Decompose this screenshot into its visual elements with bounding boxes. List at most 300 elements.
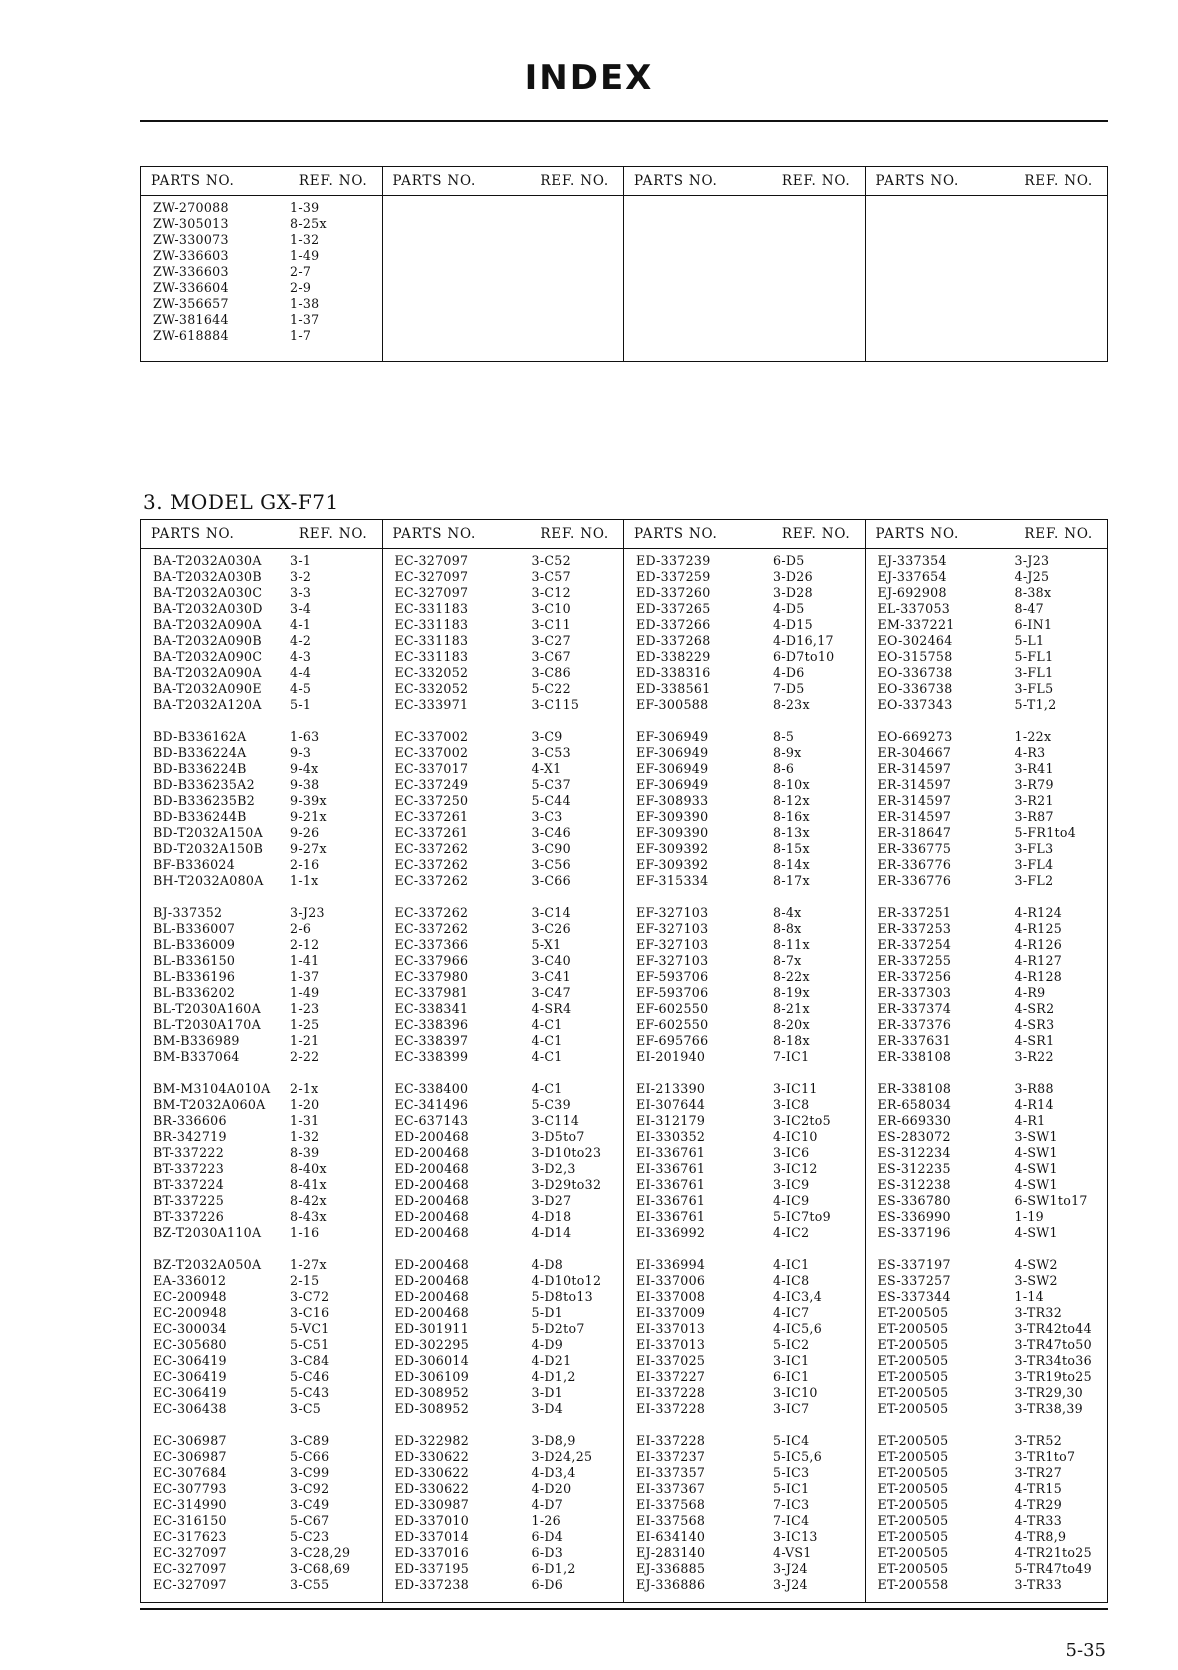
ref-no: 4-SW1 — [1014, 1225, 1058, 1240]
parts-no: BD-B336224B — [153, 761, 247, 776]
table-row — [141, 569, 382, 585]
ref-no: 1-49 — [290, 985, 320, 1000]
ref-no: 8-11x — [773, 937, 810, 952]
table-row — [383, 953, 624, 969]
parts-no: EC-341496 — [394, 1097, 469, 1112]
column-header — [383, 167, 624, 196]
parts-no: ET-200505 — [877, 1337, 949, 1352]
table-row — [866, 793, 1108, 809]
ref-no: 3-C92 — [290, 1481, 330, 1496]
table-row — [624, 953, 865, 969]
parts-no: ER-314597 — [877, 793, 952, 808]
table-row — [624, 1321, 865, 1337]
parts-no: EF-306949 — [636, 761, 709, 776]
parts-no: EC-200948 — [153, 1305, 227, 1320]
parts-no: EC-337262 — [394, 873, 469, 888]
ref-no: 3-C9 — [531, 729, 563, 744]
ref-no: 4-R1 — [1014, 1113, 1046, 1128]
parts-no: BL-B336202 — [153, 985, 236, 1000]
ref-no: 2-9 — [290, 280, 312, 295]
ref-no: 1-21 — [290, 1033, 320, 1048]
table-row — [141, 1129, 382, 1145]
parts-no: EI-337228 — [636, 1433, 706, 1448]
parts-no: ED-338229 — [636, 649, 711, 664]
parts-no: EJ-337654 — [877, 569, 947, 584]
table-row — [624, 1289, 865, 1305]
ref-no: 8-9x — [773, 745, 802, 760]
parts-no: BM-B336989 — [153, 1033, 240, 1048]
table-row — [383, 1513, 624, 1529]
table-row — [624, 841, 865, 857]
parts-no: ED-302295 — [394, 1337, 470, 1352]
table-row — [866, 697, 1108, 713]
parts-no: ET-200505 — [877, 1385, 949, 1400]
parts-no: ZW-381644 — [153, 312, 229, 327]
parts-no: EI-337568 — [636, 1513, 706, 1528]
table-row — [624, 569, 865, 585]
table-row — [866, 905, 1108, 921]
table-row — [141, 841, 382, 857]
ref-no: 1-1x — [290, 873, 319, 888]
table-row — [383, 569, 624, 585]
parts-no: EC-307684 — [153, 1465, 227, 1480]
ref-no: 8-43x — [290, 1209, 327, 1224]
parts-no: EI-337008 — [636, 1289, 706, 1304]
table-row — [866, 1033, 1108, 1049]
ref-no: 3-IC9 — [773, 1177, 810, 1192]
ref-no: 4-1 — [290, 617, 312, 632]
table-row — [141, 985, 382, 1001]
table-row — [383, 1145, 624, 1161]
ref-no: 3-C40 — [531, 953, 571, 968]
ref-no: 5-D1 — [531, 1305, 564, 1320]
ref-no: 4-SR1 — [1014, 1033, 1055, 1048]
parts-no: ED-200468 — [394, 1289, 470, 1304]
parts-no: BD-B336162A — [153, 729, 247, 744]
ref-no: 5-TR47to49 — [1014, 1561, 1092, 1576]
table-row — [866, 681, 1108, 697]
group-spacer — [383, 1417, 624, 1433]
parts-no: BT-337226 — [153, 1209, 225, 1224]
ref-no: 1-27x — [290, 1257, 327, 1272]
ref-no: 4-R126 — [1014, 937, 1063, 952]
ref-no: 5-FR1to4 — [1014, 825, 1077, 840]
group-spacer — [141, 1241, 382, 1257]
parts-no: BA-T2032A090A — [153, 617, 262, 632]
table-row — [624, 1401, 865, 1417]
parts-no: EF-327103 — [636, 953, 709, 968]
ref-no: 6-IN1 — [1014, 617, 1053, 632]
table-row — [383, 1529, 624, 1545]
ref-no: 3-D4 — [531, 1401, 564, 1416]
parts-no: EC-200948 — [153, 1289, 227, 1304]
table-row — [383, 1577, 624, 1593]
parts-no: ED-337238 — [394, 1577, 470, 1592]
ref-no: 4-IC10 — [773, 1129, 818, 1144]
parts-no: ZW-270088 — [153, 200, 229, 215]
ref-no: 3-J23 — [290, 905, 325, 920]
table-row — [624, 1513, 865, 1529]
table-row — [866, 1337, 1108, 1353]
parts-no-header: PARTS NO. — [634, 526, 718, 542]
ref-no: 6-D5 — [773, 553, 805, 568]
parts-no: ED-337260 — [636, 585, 711, 600]
table-row — [866, 1513, 1108, 1529]
table-row — [141, 280, 382, 296]
ref-no: 3-SW1 — [1014, 1129, 1058, 1144]
parts-no: BA-T2032A030C — [153, 585, 263, 600]
table-row — [866, 649, 1108, 665]
table-row — [866, 553, 1108, 569]
ref-no: 4-D10to12 — [531, 1273, 602, 1288]
parts-no: ET-200505 — [877, 1513, 949, 1528]
parts-no: EC-637143 — [394, 1113, 469, 1128]
group-spacer — [624, 889, 865, 905]
table-row — [141, 681, 382, 697]
table-row — [624, 1369, 865, 1385]
ref-no: 8-14x — [773, 857, 810, 872]
ref-no: 7-D5 — [773, 681, 805, 696]
parts-no: EC-337002 — [394, 729, 469, 744]
ref-no: 4-VS1 — [773, 1545, 812, 1560]
table-row — [141, 553, 382, 569]
parts-no: ED-330622 — [394, 1465, 470, 1480]
parts-no: ED-200468 — [394, 1129, 470, 1144]
parts-no: EI-337013 — [636, 1321, 706, 1336]
ref-no: 4-D18 — [531, 1209, 572, 1224]
ref-no: 3-FL1 — [1014, 665, 1054, 680]
table-row — [383, 745, 624, 761]
ref-no: 4-SW1 — [1014, 1161, 1058, 1176]
page-title: INDEX — [524, 58, 654, 98]
ref-no: 8-42x — [290, 1193, 327, 1208]
parts-no: ZW-336604 — [153, 280, 229, 295]
parts-no: ER-658034 — [877, 1097, 952, 1112]
table-row — [141, 633, 382, 649]
ref-no: 1-63 — [290, 729, 320, 744]
table-row — [624, 1385, 865, 1401]
parts-no: BL-T2030A160A — [153, 1001, 262, 1016]
table-row — [866, 1225, 1108, 1241]
ref-no: 9-4x — [290, 761, 319, 776]
table-row — [866, 857, 1108, 873]
ref-no-header: REF. NO. — [1024, 173, 1093, 189]
ref-no: 3-IC2to5 — [773, 1113, 831, 1128]
parts-no: ES-337196 — [877, 1225, 951, 1240]
parts-no: BT-337224 — [153, 1177, 225, 1192]
table-row — [866, 1145, 1108, 1161]
table-row — [866, 1545, 1108, 1561]
parts-no: BL-B336007 — [153, 921, 236, 936]
group-spacer — [141, 1417, 382, 1433]
table-row — [624, 873, 865, 889]
ref-no: 3-TR19to25 — [1014, 1369, 1092, 1384]
table-row — [383, 1177, 624, 1193]
ref-no: 6-D6 — [531, 1577, 564, 1592]
parts-no: EC-337980 — [394, 969, 469, 984]
table-row — [866, 1081, 1108, 1097]
ref-no: 3-J23 — [1014, 553, 1050, 568]
parts-no: ET-200505 — [877, 1449, 949, 1464]
table-row — [624, 1529, 865, 1545]
parts-no: EF-695766 — [636, 1033, 709, 1048]
table-row — [624, 681, 865, 697]
ref-no: 5-IC4 — [773, 1433, 810, 1448]
parts-no: EC-337017 — [394, 761, 469, 776]
ref-no: 8-7x — [773, 953, 802, 968]
table-row — [624, 1097, 865, 1113]
table-row — [383, 1561, 624, 1577]
column-header — [624, 167, 865, 196]
ref-no-header: REF. NO. — [298, 526, 368, 542]
parts-no: EC-337262 — [394, 857, 469, 872]
parts-no: ES-336780 — [877, 1193, 951, 1208]
parts-no-header: PARTS NO. — [151, 526, 235, 542]
parts-no: EC-337250 — [394, 793, 469, 808]
table-row — [141, 1401, 382, 1417]
table-row — [141, 1497, 382, 1513]
table-row — [624, 1225, 865, 1241]
table-row — [141, 1433, 382, 1449]
parts-no: ET-200505 — [877, 1305, 949, 1320]
table-row — [624, 601, 865, 617]
parts-no: ED-330987 — [394, 1497, 470, 1512]
parts-no: EF-306949 — [636, 729, 709, 744]
table-row — [383, 1465, 624, 1481]
ref-no: 5-C39 — [531, 1097, 571, 1112]
table-row — [624, 729, 865, 745]
parts-no: ET-200505 — [877, 1497, 949, 1512]
ref-no: 1-39 — [290, 200, 320, 215]
parts-no: ED-322982 — [394, 1433, 470, 1448]
table-row — [141, 969, 382, 985]
ref-no: 3-C99 — [290, 1465, 330, 1480]
ref-no: 3-D2,3 — [531, 1161, 576, 1176]
ref-no: 1-14 — [1014, 1289, 1044, 1304]
ref-no: 4-SR3 — [1014, 1017, 1055, 1032]
parts-no: ED-338316 — [636, 665, 711, 680]
ref-no: 4-5 — [290, 681, 312, 696]
parts-no: ED-200468 — [394, 1161, 470, 1176]
parts-no: EC-314990 — [153, 1497, 227, 1512]
ref-no: 9-21x — [290, 809, 327, 824]
ref-no: 4-R9 — [1014, 985, 1046, 1000]
ref-no: 6-D4 — [531, 1529, 564, 1544]
column-header — [141, 520, 382, 549]
parts-no: ER-304667 — [877, 745, 952, 760]
ref-no: 5-C37 — [531, 777, 571, 792]
parts-no: BH-T2032A080A — [153, 873, 264, 888]
table-row — [624, 825, 865, 841]
ref-no: 1-31 — [290, 1113, 320, 1128]
index-column — [141, 520, 383, 1602]
parts-no: ZW-336603 — [153, 264, 229, 279]
ref-no: 4-D20 — [531, 1481, 572, 1496]
table-row — [866, 969, 1108, 985]
parts-no: BL-B336196 — [153, 969, 236, 984]
table-row — [383, 857, 624, 873]
parts-no: EC-338399 — [394, 1049, 469, 1064]
table-row — [866, 777, 1108, 793]
ref-no: 3-R22 — [1014, 1049, 1054, 1064]
table-row — [866, 761, 1108, 777]
parts-no: ZW-336603 — [153, 248, 229, 263]
table-row — [141, 1385, 382, 1401]
table-row — [866, 665, 1108, 681]
table-row — [866, 569, 1108, 585]
ref-no: 3-R87 — [1014, 809, 1054, 824]
table-row — [866, 873, 1108, 889]
ref-no: 3-C66 — [531, 873, 571, 888]
table-row — [624, 1081, 865, 1097]
column-header — [383, 520, 624, 549]
parts-no: BZ-T2032A050A — [153, 1257, 262, 1272]
table-row — [141, 296, 382, 312]
parts-no: EI-336992 — [636, 1225, 706, 1240]
ref-no: 3-C10 — [531, 601, 571, 616]
ref-no: 3-IC12 — [773, 1161, 818, 1176]
ref-no: 6-D3 — [531, 1545, 564, 1560]
parts-no: EF-327103 — [636, 937, 709, 952]
table-row — [383, 1209, 624, 1225]
index-table-zw — [140, 166, 1108, 362]
table-row — [141, 1321, 382, 1337]
parts-no: ED-200468 — [394, 1177, 470, 1192]
table-row — [383, 617, 624, 633]
ref-no: 5-IC1 — [773, 1481, 810, 1496]
table-row — [141, 745, 382, 761]
table-row — [383, 1049, 624, 1065]
ref-no: 5-D2to7 — [531, 1321, 585, 1336]
ref-no: 3-3 — [290, 585, 312, 600]
parts-no: EC-337002 — [394, 745, 469, 760]
parts-no: ET-200505 — [877, 1401, 949, 1416]
table-row — [141, 793, 382, 809]
ref-no: 3-IC8 — [773, 1097, 810, 1112]
parts-no: EC-306987 — [153, 1433, 227, 1448]
parts-no: ER-337303 — [877, 985, 952, 1000]
parts-no: EI-336994 — [636, 1257, 706, 1272]
group-spacer — [383, 713, 624, 729]
parts-no: ER-337254 — [877, 937, 952, 952]
parts-no: ES-312238 — [877, 1177, 951, 1192]
table-row — [141, 585, 382, 601]
table-row — [624, 1577, 865, 1593]
table-row — [141, 216, 382, 232]
ref-no: 2-15 — [290, 1273, 320, 1288]
parts-no: EC-306419 — [153, 1353, 227, 1368]
parts-no: EC-306419 — [153, 1369, 227, 1384]
parts-no: ET-200505 — [877, 1465, 949, 1480]
table-row — [624, 857, 865, 873]
parts-no: ED-200468 — [394, 1225, 470, 1240]
ref-no: 3-R21 — [1014, 793, 1054, 808]
table-row — [383, 1449, 624, 1465]
table-row — [141, 665, 382, 681]
ref-no: 8-12x — [773, 793, 810, 808]
ref-no: 8-17x — [773, 873, 810, 888]
ref-no: 4-3 — [290, 649, 312, 664]
parts-no: EI-201940 — [636, 1049, 706, 1064]
ref-no: 1-49 — [290, 248, 320, 263]
table-row — [383, 1385, 624, 1401]
parts-no: EC-333971 — [394, 697, 469, 712]
ref-no: 9-3 — [290, 745, 312, 760]
ref-no: 3-C57 — [531, 569, 571, 584]
parts-no: ER-337255 — [877, 953, 952, 968]
parts-no: EC-306419 — [153, 1385, 227, 1400]
parts-no: BA-T2032A030B — [153, 569, 262, 584]
ref-no: 5-C67 — [290, 1513, 330, 1528]
table-row — [383, 1097, 624, 1113]
table-row — [141, 1465, 382, 1481]
ref-no: 3-J24 — [773, 1561, 808, 1576]
ref-no: 5-C22 — [531, 681, 571, 696]
parts-no-header: PARTS NO. — [392, 526, 477, 542]
parts-no: EF-309392 — [636, 841, 709, 856]
index-column — [624, 167, 866, 361]
parts-no: EF-593706 — [636, 985, 709, 1000]
table-row — [141, 905, 382, 921]
table-row — [141, 1481, 382, 1497]
table-row — [383, 1305, 624, 1321]
parts-no: EC-337366 — [394, 937, 469, 952]
table-row — [624, 1257, 865, 1273]
parts-no: ED-308952 — [394, 1401, 470, 1416]
parts-no: EC-327097 — [153, 1561, 227, 1576]
table-row — [383, 873, 624, 889]
ref-no: 5-VC1 — [290, 1321, 330, 1336]
table-row — [141, 1001, 382, 1017]
parts-no: ER-337376 — [877, 1017, 952, 1032]
table-row — [624, 1177, 865, 1193]
table-row — [624, 1129, 865, 1145]
table-row — [383, 921, 624, 937]
ref-no: 8-8x — [773, 921, 802, 936]
table-row — [141, 697, 382, 713]
ref-no: 1-25 — [290, 1017, 320, 1032]
table-row — [141, 1545, 382, 1561]
table-row — [141, 649, 382, 665]
bottom-rule — [140, 1608, 1108, 1610]
ref-no: 2-1x — [290, 1081, 319, 1096]
ref-no: 4-C1 — [531, 1049, 563, 1064]
parts-no: EC-331183 — [394, 601, 469, 616]
table-row — [383, 649, 624, 665]
ref-no: 3-C72 — [290, 1289, 330, 1304]
ref-no: 4-SR2 — [1014, 1001, 1055, 1016]
ref-no: 4-D6 — [773, 665, 805, 680]
table-row — [624, 793, 865, 809]
ref-no: 3-TR52 — [1014, 1433, 1063, 1448]
table-row — [383, 1129, 624, 1145]
ref-no: 9-26 — [290, 825, 320, 840]
ref-no: 5-T1,2 — [1014, 697, 1057, 712]
table-row — [866, 921, 1108, 937]
parts-no: EJ-283140 — [636, 1545, 706, 1560]
table-row — [383, 761, 624, 777]
table-row — [866, 1273, 1108, 1289]
table-row — [383, 1225, 624, 1241]
parts-no: ZW-356657 — [153, 296, 229, 311]
table-row — [141, 1225, 382, 1241]
parts-no: ES-337257 — [877, 1273, 951, 1288]
table-row — [624, 1017, 865, 1033]
table-row — [141, 1097, 382, 1113]
ref-no: 3-C14 — [531, 905, 571, 920]
ref-no: 3-C27 — [531, 633, 571, 648]
ref-no: 4-R125 — [1014, 921, 1063, 936]
